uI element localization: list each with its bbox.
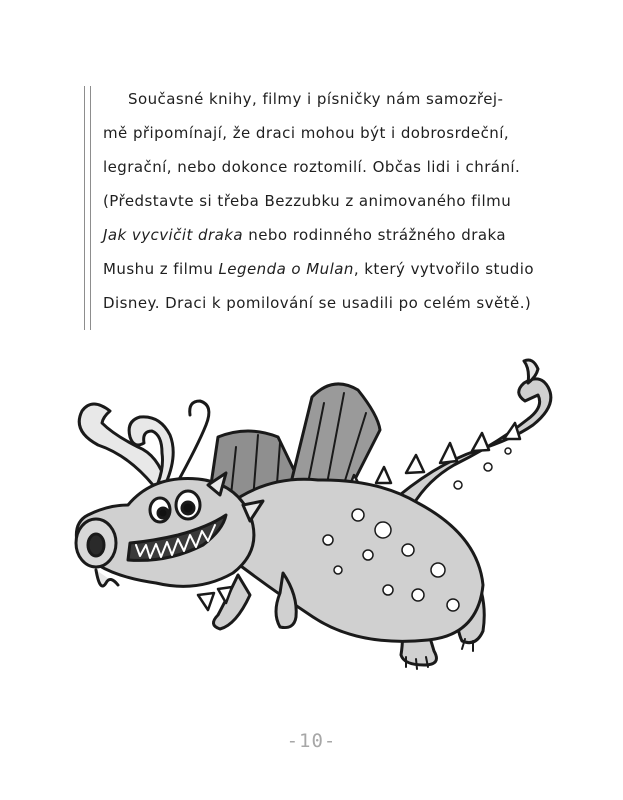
paragraph-line: Disney. Draci k pomilování se usadili po celém světě.)	[103, 294, 532, 312]
paragraph-line: mě připomínají, že draci mohou být i dobrosrdeční,	[103, 124, 510, 142]
paragraph-line: Současné knihy, filmy i písničky nám samozřej-	[128, 90, 504, 108]
paragraph-line: (Představte si třeba Bezzubku z animovaného filmu	[103, 192, 512, 210]
arm-back	[213, 575, 250, 629]
paragraph-line: legrační, nebo dokonce roztomilí. Občas lidi i chrání.	[103, 158, 521, 176]
paragraph-text: , který vytvořilo studio	[353, 260, 534, 278]
tail	[388, 379, 551, 505]
dragon-illustration	[58, 355, 598, 700]
dragon-icon	[76, 360, 551, 669]
paragraph-text: Mushu z filmu	[103, 260, 219, 278]
paragraph	[103, 82, 534, 320]
paragraph-line	[103, 218, 506, 252]
quote-rule	[84, 86, 91, 330]
horn-left	[79, 404, 166, 485]
movie-title-italic: Jak vycvičit draka	[103, 226, 244, 244]
body	[228, 479, 483, 641]
paragraph-text: nebo rodinného strážného draka	[243, 226, 506, 244]
movie-title-italic: Legenda o Mulan	[218, 260, 354, 278]
paragraph-line	[103, 252, 534, 286]
page-number: -10-	[286, 730, 337, 752]
